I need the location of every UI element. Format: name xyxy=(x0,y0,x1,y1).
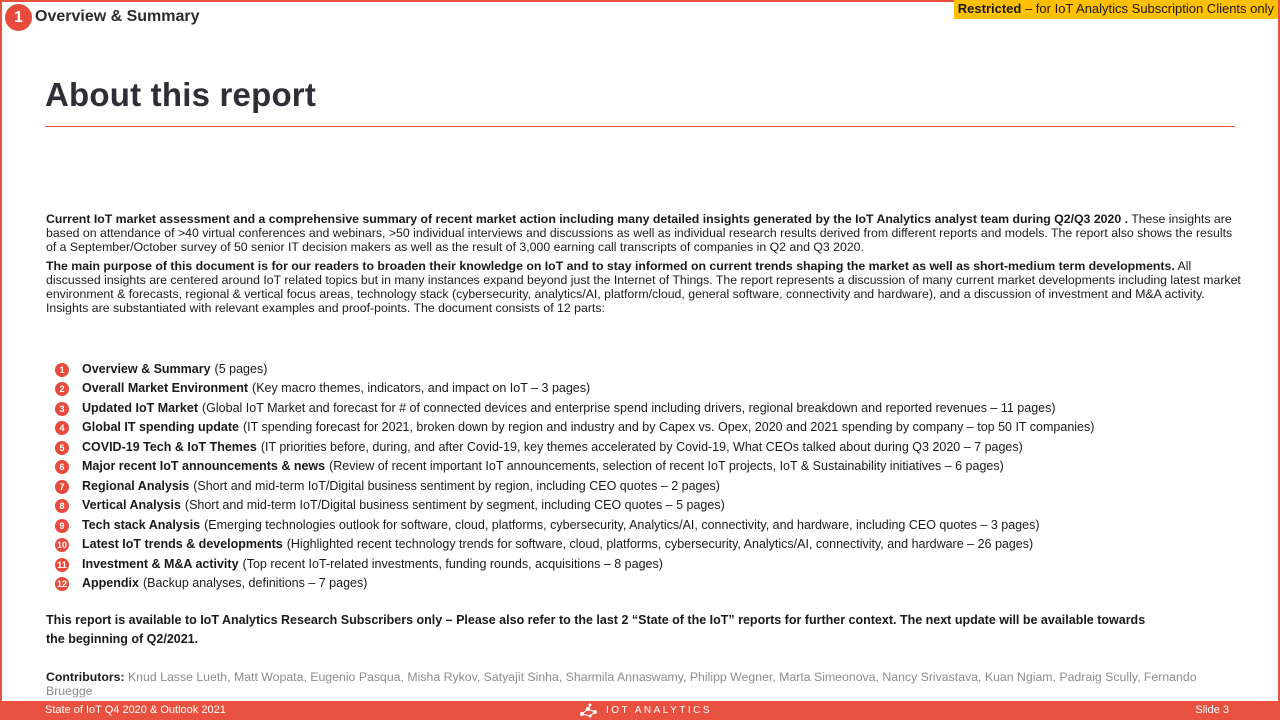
part-description: (Top recent IoT-related investments, funding rounds, acquisitions – 8 pages) xyxy=(242,556,663,571)
part-number-badge: 1 xyxy=(55,363,69,377)
list-item xyxy=(55,359,1235,379)
restricted-text: – for IoT Analytics Subscription Clients only xyxy=(1021,1,1274,16)
page-title: About this report xyxy=(45,76,317,113)
intro-paragraph-2 xyxy=(46,259,1241,315)
part-name: Vertical Analysis xyxy=(82,498,181,513)
part-description: (Backup analyses, definitions – 7 pages) xyxy=(142,576,368,591)
part-number-badge: 3 xyxy=(55,402,69,416)
section-number-badge: 1 xyxy=(5,4,32,31)
part-number-badge: 10 xyxy=(56,540,67,551)
part-number-badge: 4 xyxy=(55,421,69,435)
list-item xyxy=(55,496,1235,516)
part-description: (5 pages) xyxy=(214,361,268,376)
list-item xyxy=(55,418,1235,438)
part-description: (Review of recent important IoT announcements, selection of recent IoT projects, IoT & Sustainability initiatives – 6 pages) xyxy=(329,459,1004,474)
availability-note: This report is available to IoT Analytics Research Subscribers only – Please also refer to the last 2 “State of the IoT” reports for further context. The next update will be available towards the beginning of Q2/2021. xyxy=(46,613,1146,646)
restricted-label: Restricted xyxy=(957,1,1022,16)
part-name: Global IT spending update xyxy=(82,420,239,435)
part-name: Updated IoT Market xyxy=(82,400,198,415)
list-item xyxy=(55,457,1235,477)
part-number-badge: 11 xyxy=(55,558,69,572)
part-name: Appendix xyxy=(82,576,139,591)
part-description: (IT spending forecast for 2021, broken down by region and industry and by Capex vs. Opex, 2020 and 2021 spending by company – top 50 IT companies) xyxy=(242,420,1095,435)
part-description: (Highlighted recent technology trends for software, cloud, platforms, cybersecurity, Analytics/AI, connectivity, and hardware – 26 pages) xyxy=(286,537,1034,552)
part-number-badge: 8 xyxy=(55,499,69,513)
network-logo-icon xyxy=(578,703,600,718)
list-item xyxy=(55,515,1235,535)
list-item xyxy=(55,398,1235,418)
part-name: COVID-19 Tech & IoT Themes xyxy=(82,439,257,454)
intro-text xyxy=(46,212,1241,315)
section-title: Overview & Summary xyxy=(35,8,200,25)
contributors-label: Contributors: xyxy=(46,670,125,684)
restricted-banner xyxy=(954,0,1278,19)
intro-paragraph-1-body: These insights are based on attendance of >40 virtual conferences and webinars, >50 individual interviews and discussions as well as individual research results derived from different reports and models. The report also shows the results of a September/October survey of 50 senior IT decision makers as well as the result of 3,000 earning call transcripts of companies in Q2 and Q3 2020. xyxy=(46,212,1233,254)
part-number-badge: 12 xyxy=(56,579,67,590)
part-description: (IT priorities before, during, and after Covid-19, key themes accelerated by Covid-19, What CEOs talked about during Q3 2020 – 7 pages) xyxy=(260,439,1023,454)
part-name: Regional Analysis xyxy=(82,478,190,493)
part-number-badge: 5 xyxy=(55,441,69,455)
part-name: Tech stack Analysis xyxy=(82,517,201,532)
part-name: Major recent IoT announcements & news xyxy=(82,459,326,474)
list-item xyxy=(55,437,1235,457)
intro-paragraph-1-lead: Current IoT market assessment and a comprehensive summary of recent market action including many detailed insights generated by the IoT Analytics analyst team during Q2/Q3 2020 . xyxy=(46,212,1129,226)
contributors xyxy=(46,670,1236,698)
part-number-badge: 2 xyxy=(55,382,69,396)
part-description: (Emerging technologies outlook for software, cloud, platforms, cybersecurity, Analytics/AI, connectivity, and hardware, including CEO quotes – 3 pages) xyxy=(204,517,1040,532)
footer-report-title: State of IoT Q4 2020 & Outlook 2021 xyxy=(45,704,226,716)
footer-bar xyxy=(0,701,1280,720)
part-name: Overall Market Environment xyxy=(82,381,249,396)
intro-paragraph-2-lead: The main purpose of this document is for our readers to broaden their knowledge on IoT and to stay informed on current trends shaping the market as well as short-medium term developments. xyxy=(46,259,1175,273)
part-description: (Global IoT Market and forecast for # of connected devices and enterprise spend including drivers, regional breakdown and reported revenues – 11 pages) xyxy=(202,400,1056,415)
part-description: (Short and mid-term IoT/Digital business sentiment by region, including CEO quotes – 2 pages) xyxy=(193,478,720,493)
list-item xyxy=(55,476,1235,496)
list-item xyxy=(55,535,1235,555)
iot-analytics-logo xyxy=(578,703,712,718)
logo-text: IOT ANALYTICS xyxy=(606,705,713,716)
report-parts-list xyxy=(55,359,1235,593)
contributors-names: Knud Lasse Lueth, Matt Wopata, Eugenio Pasqua, Misha Rykov, Satyajit Sinha, Sharmila Annaswamy, Philipp Wegner, Marta Simeonova, Nancy Srivastava, Kuan Ngiam, Padraig Scully, Fernando Bruegge xyxy=(46,670,1197,698)
list-item xyxy=(55,574,1235,594)
intro-paragraph-2-body: All discussed insights are centered around IoT related topics but in many instances expand beyond just the Internet of Things. The report represents a discussion of many current market developments including latest market environment & forecasts, regional & vertical focus areas, technology stack (cybersecurity, analytics/AI, platform/cloud, general software, connectivity and hardware), and a discussion of investment and M&A activity. Insights are substantiated with relevant examples and proof-points. The document consists of 12 parts: xyxy=(46,259,1241,315)
intro-paragraph-1 xyxy=(46,212,1241,254)
title-divider xyxy=(45,126,1235,127)
part-name: Overview & Summary xyxy=(82,361,211,376)
part-number-badge: 7 xyxy=(55,480,69,494)
part-number-badge: 6 xyxy=(55,460,69,474)
part-number-badge: 9 xyxy=(55,519,69,533)
list-item xyxy=(55,379,1235,399)
part-name: Latest IoT trends & developments xyxy=(82,537,283,552)
part-description: (Short and mid-term IoT/Digital business sentiment by segment, including CEO quotes – 5 pages) xyxy=(184,498,725,513)
list-item xyxy=(55,554,1235,574)
part-name: Investment & M&A activity xyxy=(82,556,239,571)
part-description: (Key macro themes, indicators, and impact on IoT – 3 pages) xyxy=(252,381,591,396)
slide-number: Slide 3 xyxy=(1195,704,1229,716)
